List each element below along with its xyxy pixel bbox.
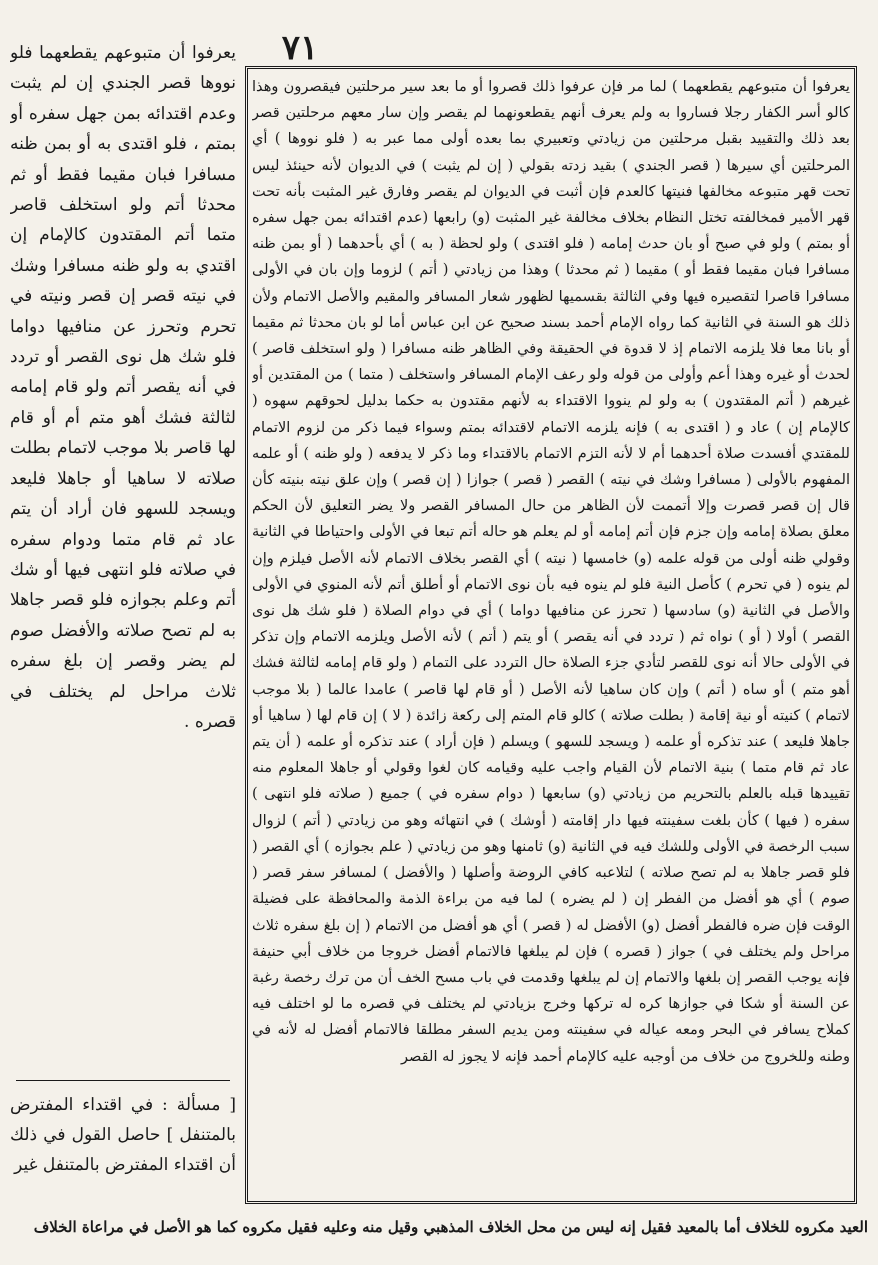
main-commentary-block — [252, 74, 850, 1198]
main-commentary-text: يعرفوا أن متبوعهم يقطعهما ) لما مر فإن عرفوا ذلك قصروا أو ما بعد سير مرحلتين فيقصرون وهذا كالو أسر الكفار رجلا فساروا به ولم يعرف أنهم يقطعونهما لم يقصر وإن سار معهم مرحلتين قصر بعد ذلك والتقييد بقبل مرحلتين من زيادتي وتعبيري بما بعده أولى مما عبر به ( فلو نوو‌ها ) أي المرحلتين أي سيرها ( قصر الجندي ) بقيد زدته بقولي ( إن لم يثبت ) في الديوان لأنه حينئذ ليس تحت قهر متبوعه مخالفها فنيتها كالعدم فإن أثبت في الديوان لم يقصر وفارق غير المثبت بأنه تحت قهر الأمير فمخالفته تختل النظام بخلاف مخالفة غير المثبت (و) رابعها (عدم اقتدائه بمن جهل سفره أو بمتم ) ولو في صبح أو بان حدث إمامه ( فلو اقتدى ) ولو لحظة ( به ) أي بأحدهما ( أو بمن ظنه مسافرا فبان مقيما فقط أو ) مقيما ( ثم محدثا ) وهذا من زيادتي ( أتم ) لزوما وإن بان في الأولى مسافرا قاصرا لتقصيره فيها وفي الثالثة بقسميها لظهور شعار المسافر والمقيم والأصل الاتمام ولأن ذلك هو السنة في الثانية كما رواه الإمام أحمد بسند صحيح عن ابن عباس أما لو بان محدثا ثم مقيما أو بانا معا فلا يلزمه الاتمام إذ لا قدوة في الحقيقة وفي الظاهر ظنه مسافرا ( ولو استخلف قاصر ) لحدث أو غيره وهذا أعم وأولى من قوله ولو رعف الإمام المسافر واستخلف ( متما ) من المقتدين أو غيرهم ( أتم المقتدون ) به ولو لم ينووا الاقتداء به لأنهم مقتدون به حكما بدليل لحوقهم سهوه ( كالإمام إن ) عاد و ( اقتدى به ) فإنه يلزمه الاتمام لاقتدائه بمتم وسواء فيما ذكر من لزوم الاتمام للمقتدي أفسدت صلاة أحدهما أم لا لأنه التزم الاتمام بالاقتداء وما ذكر لا يدفعه ( ولو ظنه ) أو علمه المفهوم بالأولى ( مسافرا وشك في نيته ) القصر ( قصر ) جوازا ( إن قصر ) وإن علق نيته بنيته كأن قال إن قصر قصرت وإلا أتممت لأن الظاهر من حال المسافر القصر ولا يضر التعليق لأن الحكم معلق بصلاة إمامه وإن جزم فإن أتم إمامه أو لم يعلم هو حاله أتم تبعا في الأولى واحتياطا في الثانية وقولي ظنه أولى من قوله علمه (و) خامسها ( نيته ) أي القصر بخلاف الاتمام لأنه الأصل فيلزم وإن لم ينوه ( في تحرم ) كأصل النية فلو لم ينوه فيه بأن نوى الاتمام أو أطلق أتم لأنه المنوي في الأولى والأصل في الثانية (و) سادسها ( تحرز عن منافيها دواما ) أي في دوام الصلاة ( فلو شك هل نوى القصر ) أولا ( أو ) نواه ثم ( تردد في أنه يقصر ) أو يتم ( أتم ) لأنه الأصل ويلزمه الاتمام وإن تذكر في الأولى حالا أنه نوى للقصر لتأدي جزء الصلاة حال التردد على التمام ( ولو قام إمامه لثالثة فشك أهو متم ) أو ساه ( أتم ) وإن كان ساهيا لأنه الأصل ( أو قام لها قاصر ) عامدا عالما ( بلا موجب لاتمام ) كنيته أو نية إقامة ( بطلت صلاته ) كالو قام المتم إلى ركعة زائدة ( لا ) إن قام لها ( ساهيا أو جاهلا فليعد ) عند تذكره أو علمه ( ويسجد للسهو ) ويسلم ( فإن أراد ) عند تذكره أو علمه ( أن يتم عاد ثم قام متما ) بنية الاتمام لأن القيام واجب عليه وقيامه كان لغوا وقولي أو جاهلا المعلوم منه تقييدها قبله بالعلم بالتحريم من زيادتي (و) سابعها ( دوام سفره في ) جميع ( صلاته فلو انتهى ) سفره ( فيها ) كأن بلغت سفينته فيها دار إقامته ( أوشك ) في انتهائه وهو من زيادتي ( أتم ) لزوال سبب الرخصة في الأولى وللشك فيه في الثانية (و) ثامنها وهو من زيادتي ( علم بجوازه ) أي القصر ( فلو قصر جاهلا به لم تصح صلاته ) لتلاعبه كافي الروضة وأصلها ( والأفضل ) لمسافر سفر قصر ( صوم ) أي هو أفضل من الفطر إن ( لم يضره ) لما فيه من براءة الذمة والمحافظة على فضيلة الوقت فإن ضره فالفطر أفضل (و) الأفضل له ( قصر ) أي هو أفضل من الاتمام ( إن بلغ سفره ثلاث مراحل ولم يختلف في ) جواز ( قصره ) فإن لم يبلغها فالاتمام أفضل خروجا من خلاف أبي حنيفة فإنه يوجب القصر إن بلغها والاتمام إن لم يبلغها وقدمت في باب مسح الخف أن من ترك رخصة رغبة عن السنة أو شكا في جوازها كره له تركها وخرج بزيادتي لم يختلف في قصره ما لو اختلف فيه كملاح يسافر في البحر ومعه عياله في سفينته ومن يديم السفر مطلقا فالاتمام أفضل له لأنه في وطنه وللخروج من خلاف من أوجبه عليه كالإمام أحمد فإنه لا يجوز له القصر — [252, 78, 850, 1065]
margin-divider — [16, 1080, 230, 1081]
margin-footnote — [10, 1090, 236, 1210]
margin-matn-text: يعرفوا أن متبوعهم يقطعهما فلو نوو‌ها قصر الجندي إن لم يثبت وعدم اقتدائه بمن جهل سفره أو بمتم ، فلو اقتدى به أو بمن ظنه مسافرا فبان مقيما فقط أو ثم محدثا أتم ولو استخلف قاصر متما أتم المقتدون كالإمام إن اقتدي به ولو ظنه مسافرا وشك في نيته قصر إن قصر ونيته في تحرم وتحرز عن منافيها دواما فلو شك هل نوى القصر أو تردد في أنه يقصر أتم ولو قام إمامه لثالثة فشك أهو متم أم أو قام لها قاصر بلا موجب لاتمام بطلت صلاته لا ساهيا أو جاهلا فليعد ويسجد للسهو فان أراد أن يتم عاد ثم قام متما ودوام سفره في صلاته فلو انتهى فيها أو شك أتم وعلم بجوازه فلو قصر جاهلا به لم تصح صلاته والأفضل صوم لم يضر وقصر إن بلغ سفره ثلاث مراحل لم يختلف في قصره . — [10, 43, 236, 732]
bottom-hashiya-line: العيد مكروه للخلاف أما بالمعيد فقيل إنه ليس من محل الخلاف المذهبي وقيل منه وعليه فقيل مكروه كما هو الأصل في مراعاة الخلاف — [33, 1218, 868, 1236]
page-number: ٧١ — [281, 28, 319, 68]
margin-matn-column — [10, 38, 236, 1048]
footnote-text: [ مسألة : في اقتداء المفترض بالمتنفل ] حاصل القول في ذلك أن اقتداء المفترض بالمتنفل غير — [10, 1095, 236, 1175]
